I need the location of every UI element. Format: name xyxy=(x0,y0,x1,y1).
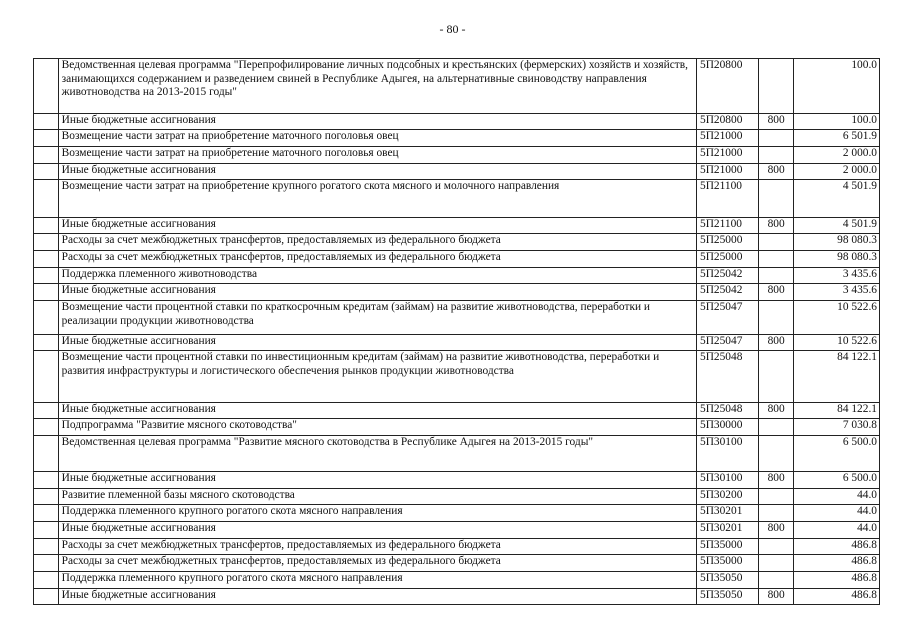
table-row xyxy=(34,251,880,268)
item-name: Расходы за счет межбюджетных трансфертов, предоставляемых из федерального бюджета xyxy=(58,251,696,268)
amount: 486.8 xyxy=(793,555,879,572)
amount: 100.0 xyxy=(793,114,879,130)
item-name: Иные бюджетные ассигнования xyxy=(58,522,696,539)
expense-type xyxy=(758,301,793,335)
target-code: 5П25047 xyxy=(697,301,759,335)
blank-cell xyxy=(34,251,59,268)
target-code: 5П21000 xyxy=(697,164,759,180)
amount: 84 122.1 xyxy=(793,403,879,419)
blank-cell xyxy=(34,147,59,164)
table-row xyxy=(34,589,880,605)
amount: 44.0 xyxy=(793,522,879,539)
blank-cell xyxy=(34,284,59,301)
expense-type xyxy=(758,351,793,403)
target-code: 5П30201 xyxy=(697,522,759,539)
item-name: Возмещение части затрат на приобретение маточного поголовья овец xyxy=(58,147,696,164)
expense-type: 800 xyxy=(758,403,793,419)
target-code: 5П25047 xyxy=(697,335,759,351)
expense-type xyxy=(758,130,793,147)
item-name: Подпрограмма "Развитие мясного скотоводства" xyxy=(58,419,696,436)
target-code: 5П21100 xyxy=(697,218,759,234)
table-row xyxy=(34,114,880,130)
page-number: - 80 - xyxy=(439,22,466,36)
table-row xyxy=(34,59,880,114)
item-name: Возмещение части затрат на приобретение маточного поголовья овец xyxy=(58,130,696,147)
table-row xyxy=(34,505,880,522)
item-name: Иные бюджетные ассигнования xyxy=(58,164,696,180)
expense-type xyxy=(758,436,793,472)
blank-cell xyxy=(34,180,59,218)
budget-table-body xyxy=(34,59,880,605)
target-code: 5П35000 xyxy=(697,539,759,555)
expense-type xyxy=(758,147,793,164)
target-code: 5П35000 xyxy=(697,555,759,572)
table-row xyxy=(34,572,880,589)
table-row xyxy=(34,522,880,539)
amount: 486.8 xyxy=(793,589,879,605)
amount: 10 522.6 xyxy=(793,301,879,335)
table-row xyxy=(34,436,880,472)
blank-cell xyxy=(34,164,59,180)
expense-type: 800 xyxy=(758,164,793,180)
table-row xyxy=(34,335,880,351)
blank-cell xyxy=(34,130,59,147)
expense-type xyxy=(758,268,793,284)
amount: 2 000.0 xyxy=(793,147,879,164)
blank-cell xyxy=(34,472,59,489)
amount: 3 435.6 xyxy=(793,268,879,284)
amount: 44.0 xyxy=(793,489,879,505)
amount: 6 500.0 xyxy=(793,436,879,472)
target-code: 5П30000 xyxy=(697,419,759,436)
expense-type xyxy=(758,251,793,268)
target-code: 5П35050 xyxy=(697,589,759,605)
target-code: 5П25000 xyxy=(697,251,759,268)
blank-cell xyxy=(34,505,59,522)
expense-type: 800 xyxy=(758,335,793,351)
table-row xyxy=(34,403,880,419)
target-code: 5П25048 xyxy=(697,351,759,403)
expense-type xyxy=(758,234,793,251)
item-name: Развитие племенной базы мясного скотоводства xyxy=(58,489,696,505)
target-code: 5П20800 xyxy=(697,59,759,114)
item-name: Иные бюджетные ассигнования xyxy=(58,218,696,234)
expense-type xyxy=(758,489,793,505)
blank-cell xyxy=(34,489,59,505)
item-name: Иные бюджетные ассигнования xyxy=(58,403,696,419)
item-name: Иные бюджетные ассигнования xyxy=(58,589,696,605)
blank-cell xyxy=(34,114,59,130)
expense-type xyxy=(758,555,793,572)
blank-cell xyxy=(34,59,59,114)
target-code: 5П25042 xyxy=(697,284,759,301)
table-row xyxy=(34,180,880,218)
item-name: Расходы за счет межбюджетных трансфертов, предоставляемых из федерального бюджета xyxy=(58,234,696,251)
expense-type xyxy=(758,419,793,436)
target-code: 5П21000 xyxy=(697,147,759,164)
blank-cell xyxy=(34,234,59,251)
blank-cell xyxy=(34,419,59,436)
target-code: 5П30100 xyxy=(697,436,759,472)
table-row xyxy=(34,489,880,505)
blank-cell xyxy=(34,539,59,555)
expense-type: 800 xyxy=(758,218,793,234)
blank-cell xyxy=(34,572,59,589)
blank-cell xyxy=(34,301,59,335)
expense-type xyxy=(758,180,793,218)
expense-type: 800 xyxy=(758,522,793,539)
item-name: Иные бюджетные ассигнования xyxy=(58,335,696,351)
expense-type: 800 xyxy=(758,114,793,130)
amount: 6 501.9 xyxy=(793,130,879,147)
expense-type xyxy=(758,572,793,589)
amount: 7 030.8 xyxy=(793,419,879,436)
item-name: Ведомственная целевая программа "Развитие мясного скотоводства в Республике Адыгея на 2013-2015 годы" xyxy=(58,436,696,472)
item-name: Расходы за счет межбюджетных трансфертов, предоставляемых из федерального бюджета xyxy=(58,539,696,555)
item-name: Возмещение части процентной ставки по инвестиционным кредитам (займам) на развитие животноводства, переработки и развития инфраструктуры и логистического обеспечения рынков продукции животноводства xyxy=(58,351,696,403)
target-code: 5П21100 xyxy=(697,180,759,218)
blank-cell xyxy=(34,351,59,403)
amount: 3 435.6 xyxy=(793,284,879,301)
amount: 98 080.3 xyxy=(793,234,879,251)
amount: 486.8 xyxy=(793,539,879,555)
amount: 100.0 xyxy=(793,59,879,114)
amount: 4 501.9 xyxy=(793,180,879,218)
item-name: Иные бюджетные ассигнования xyxy=(58,284,696,301)
target-code: 5П21000 xyxy=(697,130,759,147)
blank-cell xyxy=(34,589,59,605)
blank-cell xyxy=(34,218,59,234)
item-name: Расходы за счет межбюджетных трансфертов, предоставляемых из федерального бюджета xyxy=(58,555,696,572)
item-name: Возмещение части затрат на приобретение крупного рогатого скота мясного и молочного направления xyxy=(58,180,696,218)
table-row xyxy=(34,218,880,234)
amount: 6 500.0 xyxy=(793,472,879,489)
table-row xyxy=(34,234,880,251)
table-row xyxy=(34,555,880,572)
item-name: Иные бюджетные ассигнования xyxy=(58,114,696,130)
target-code: 5П30201 xyxy=(697,505,759,522)
target-code: 5П25048 xyxy=(697,403,759,419)
target-code: 5П30100 xyxy=(697,472,759,489)
amount: 84 122.1 xyxy=(793,351,879,403)
blank-cell xyxy=(34,403,59,419)
table-row xyxy=(34,268,880,284)
target-code: 5П35050 xyxy=(697,572,759,589)
item-name: Поддержка племенного крупного рогатого скота мясного направления xyxy=(58,505,696,522)
amount: 486.8 xyxy=(793,572,879,589)
item-name: Возмещение части процентной ставки по краткосрочным кредитам (займам) на развитие животноводства, переработки и реализации продукции животноводства xyxy=(58,301,696,335)
expense-type xyxy=(758,59,793,114)
item-name: Поддержка племенного животноводства xyxy=(58,268,696,284)
table-row xyxy=(34,130,880,147)
amount: 2 000.0 xyxy=(793,164,879,180)
table-row xyxy=(34,351,880,403)
target-code: 5П25000 xyxy=(697,234,759,251)
table-row xyxy=(34,284,880,301)
item-name: Ведомственная целевая программа "Перепрофилирование личных подсобных и крестьянских (фермерских) хозяйств и хозяйств, занимающихся содержанием и разведением свиней в Республике Адыгея, на альтернативные свиноводству направления животноводства на 2013-2015 годы" xyxy=(58,59,696,114)
blank-cell xyxy=(34,335,59,351)
expense-type: 800 xyxy=(758,589,793,605)
blank-cell xyxy=(34,268,59,284)
blank-cell xyxy=(34,436,59,472)
amount: 98 080.3 xyxy=(793,251,879,268)
expense-type xyxy=(758,539,793,555)
amount: 10 522.6 xyxy=(793,335,879,351)
item-name: Поддержка племенного крупного рогатого скота мясного направления xyxy=(58,572,696,589)
table-row xyxy=(34,147,880,164)
target-code: 5П30200 xyxy=(697,489,759,505)
table-row xyxy=(34,301,880,335)
table-row xyxy=(34,539,880,555)
blank-cell xyxy=(34,522,59,539)
target-code: 5П20800 xyxy=(697,114,759,130)
table-row xyxy=(34,472,880,489)
target-code: 5П25042 xyxy=(697,268,759,284)
table-row xyxy=(34,419,880,436)
item-name: Иные бюджетные ассигнования xyxy=(58,472,696,489)
table-row xyxy=(34,164,880,180)
blank-cell xyxy=(34,555,59,572)
expense-type: 800 xyxy=(758,284,793,301)
amount: 4 501.9 xyxy=(793,218,879,234)
expense-type: 800 xyxy=(758,472,793,489)
budget-table xyxy=(33,58,880,605)
amount: 44.0 xyxy=(793,505,879,522)
expense-type xyxy=(758,505,793,522)
